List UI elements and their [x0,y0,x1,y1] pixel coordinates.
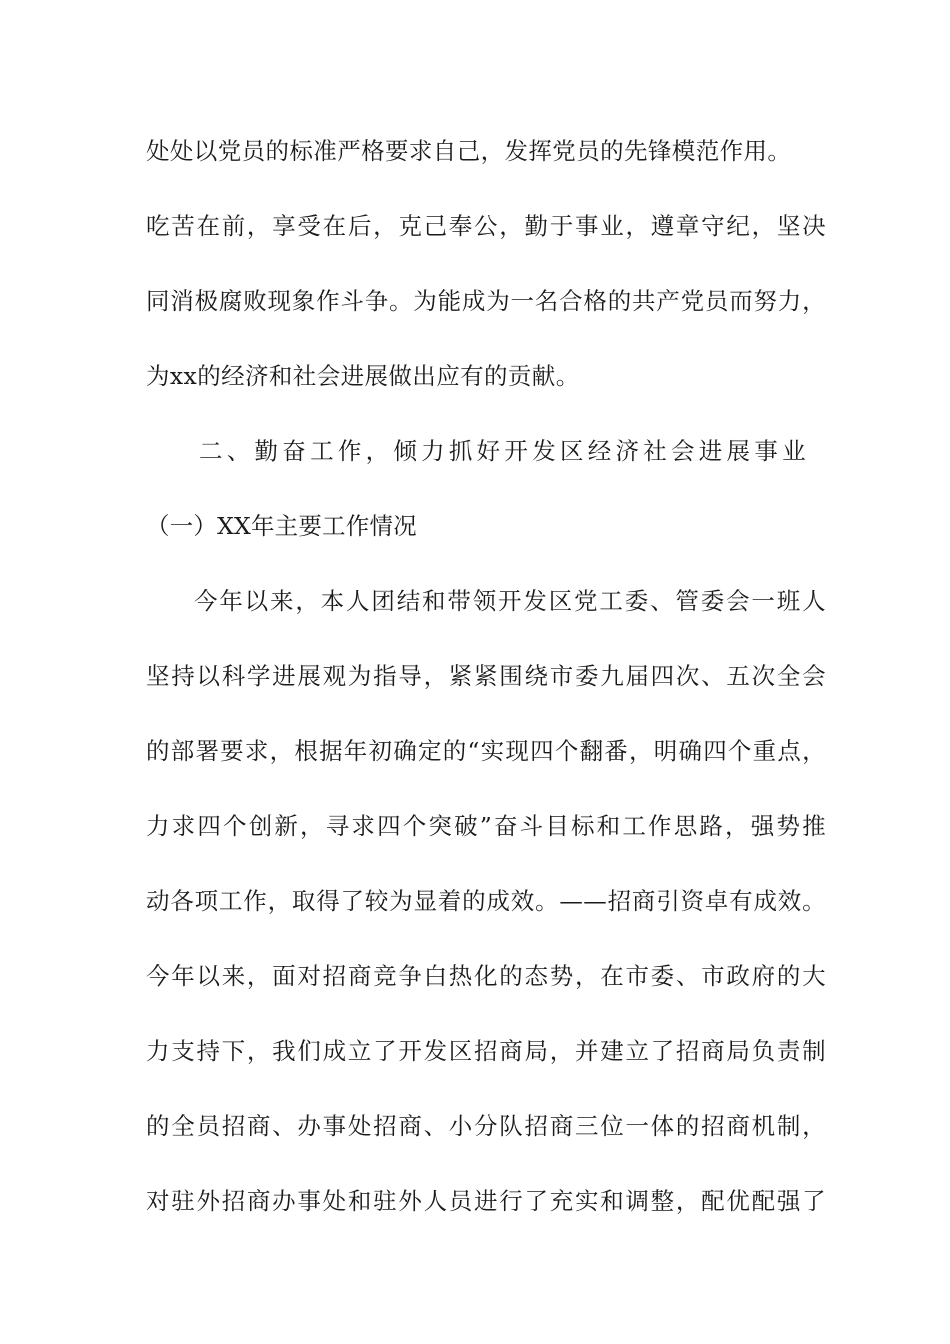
paragraph-line-13: 对驻外招商办事处和驻外人员进行了充实和调整，配优配强了 [146,1187,826,1215]
subsection-heading: （一）XX年主要工作情况 [146,512,417,540]
paragraph-line-7: 的部署要求，根据年初确定的“实现四个翻番，明确四个重点， [146,737,826,765]
paragraph-line-11: 力支持下，我们成立了开发区招商局，并建立了招商局负责制 [146,1037,826,1065]
paragraph-line-1: 处处以党员的标准严格要求自己，发挥党员的先锋模范作用。 [146,137,792,165]
paragraph-line-4: 为xx的经济和社会进展做出应有的贡献。 [146,362,580,390]
paragraph-line-12: 的全员招商、办事处招商、小分队招商三位一体的招商机制， [146,1112,826,1140]
paragraph-line-10: 今年以来，面对招商竞争白热化的态势，在市委、市政府的大 [146,962,826,990]
paragraph-line-3: 同消极腐败现象作斗争。为能成为一名合格的共产党员而努力， [146,287,826,315]
paragraph-line-5: 今年以来，本人团结和带领开发区党工委、管委会一班人 [194,587,826,615]
section-heading: 二、勤奋工作，倾力抓好开发区经济社会进展事业 [199,437,806,465]
paragraph-line-8: 力求四个创新，寻求四个突破”奋斗目标和工作思路，强势推 [146,812,826,840]
paragraph-line-2: 吃苦在前，享受在后，克己奉公，勤于事业，遵章守纪，坚决 [146,212,826,240]
paragraph-line-9: 动各项工作，取得了较为显着的成效。——招商引资卓有成效。 [146,887,826,915]
paragraph-line-6: 坚持以科学进展观为指导，紧紧围绕市委九届四次、五次全会 [146,662,826,690]
